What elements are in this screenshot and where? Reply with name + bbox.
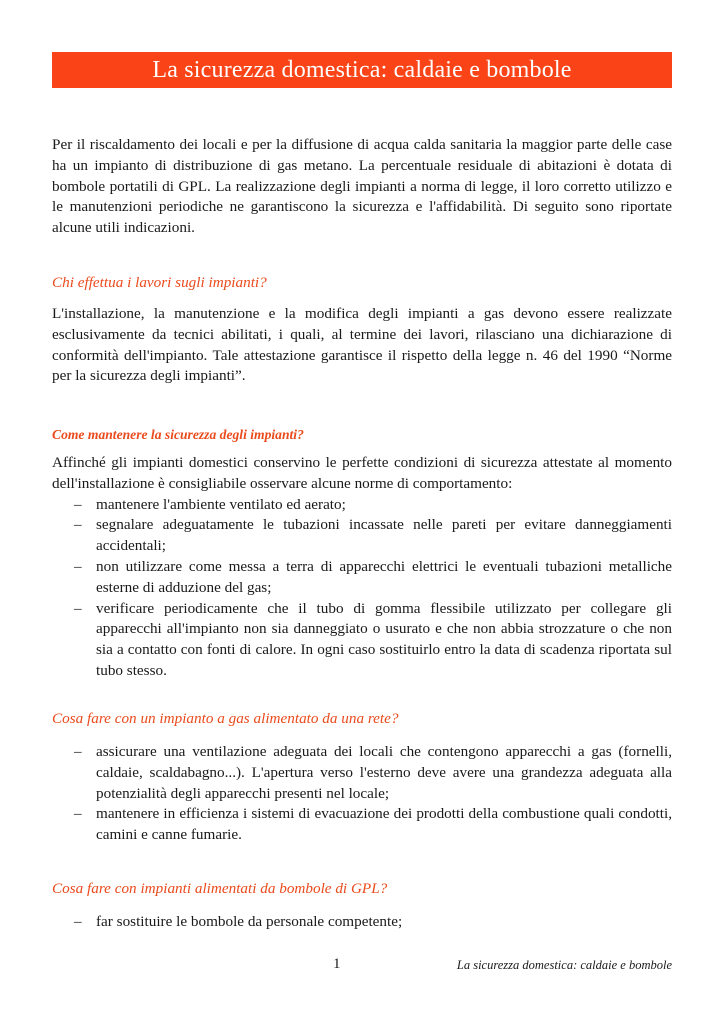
list-item: – segnalare adeguatamente le tubazioni incassate nelle pareti per evitare danneggiamenti accidentali; — [74, 516, 672, 555]
dash-icon: – — [74, 516, 82, 534]
section-paragraph: Affinché gli impianti domestici conservino le perfette condizioni di sicurezza attestate al momento dell'installazione è consigliabile osservare alcune norme di comportamento: — [52, 454, 672, 492]
dash-icon: – — [74, 557, 82, 575]
section-heading: Cosa fare con un impianto a gas alimentato da una rete? — [52, 710, 399, 727]
dash-icon: – — [74, 495, 82, 513]
section-heading: Come mantenere la sicurezza degli impianti? — [52, 427, 304, 442]
document-title: La sicurezza domestica: caldaie e bombole — [152, 56, 572, 83]
section-come-mantenere — [52, 425, 672, 446]
section-heading: Chi effettua i lavori sugli impianti? — [52, 274, 267, 291]
dash-icon: – — [74, 743, 82, 760]
list-item: – mantenere in efficienza i sistemi di evacuazione dei prodotti della combustione quali condotti, camini e canne fumarie. — [74, 805, 672, 844]
section-body — [52, 742, 672, 846]
bullet-list — [52, 742, 672, 846]
dash-icon: – — [74, 913, 82, 930]
list-item: – assicurare una ventilazione adeguata dei locali che contengono apparecchi a gas (fornelli, caldaie, scaldabagno...). L'apertura verso l'esterno deve avere una grandezza adeguata alla potenzialità degli apparecchi presenti nel locale; — [74, 743, 672, 802]
bullet-list — [52, 912, 672, 933]
section-paragraph: L'installazione, la manutenzione e la modifica degli impianti a gas devono essere realizzate esclusivamente da tecnici abilitati, i quali, al termine dei lavori, rilasciano una dichiarazione di conformità dell'impianto. Tale attestazione garantisce il rispetto della legge n. 46 del 1990 “Norme per la sicurezza degli impianti”. — [52, 305, 672, 385]
bullet-list — [52, 495, 672, 682]
section-body — [52, 453, 672, 682]
section-bombole-gpl — [52, 879, 672, 900]
intro-paragraph: Per il riscaldamento dei locali e per la diffusione di acqua calda sanitaria la maggior parte delle case ha un impianto di distribuzione di gas metano. La percentuale residuale di abitazioni è dotata di bombole portatili di GPL. La realizzazione degli impianti a norma di legge, il loro corretto utilizzo e le manutenzioni periodiche ne garantiscono la sicurezza e l'affidabilità. Di seguito sono riportate alcune utili indicazioni. — [52, 136, 672, 237]
running-title: La sicurezza domestica: caldaie e bombole — [456, 958, 672, 972]
section-heading: Cosa fare con impianti alimentati da bombole di GPL? — [52, 880, 388, 897]
dash-icon: – — [74, 805, 82, 823]
section-impianto-rete — [52, 709, 672, 730]
section-body — [52, 912, 672, 933]
section-chi-effettua — [52, 273, 672, 294]
list-item: – far sostituire le bombole da personale competente; — [52, 912, 672, 933]
list-item: – mantenere l'ambiente ventilato ed aerato; — [52, 495, 672, 516]
page-number: 1 — [333, 956, 341, 972]
dash-icon: – — [74, 599, 82, 617]
list-item: – non utilizzare come messa a terra di apparecchi elettrici le eventuali tubazioni metalliche esterne di adduzione del gas; — [74, 557, 672, 596]
list-item: – verificare periodicamente che il tubo di gomma flessibile utilizzato per collegare gli apparecchi all'impianto non sia danneggiato o usurato e che non abbia strozzature o che non sia a contatto con fonti di calore. In ogni caso sostituirlo entro la data di scadenza riportata sul tubo stesso. — [74, 599, 672, 679]
title-banner — [52, 52, 672, 88]
